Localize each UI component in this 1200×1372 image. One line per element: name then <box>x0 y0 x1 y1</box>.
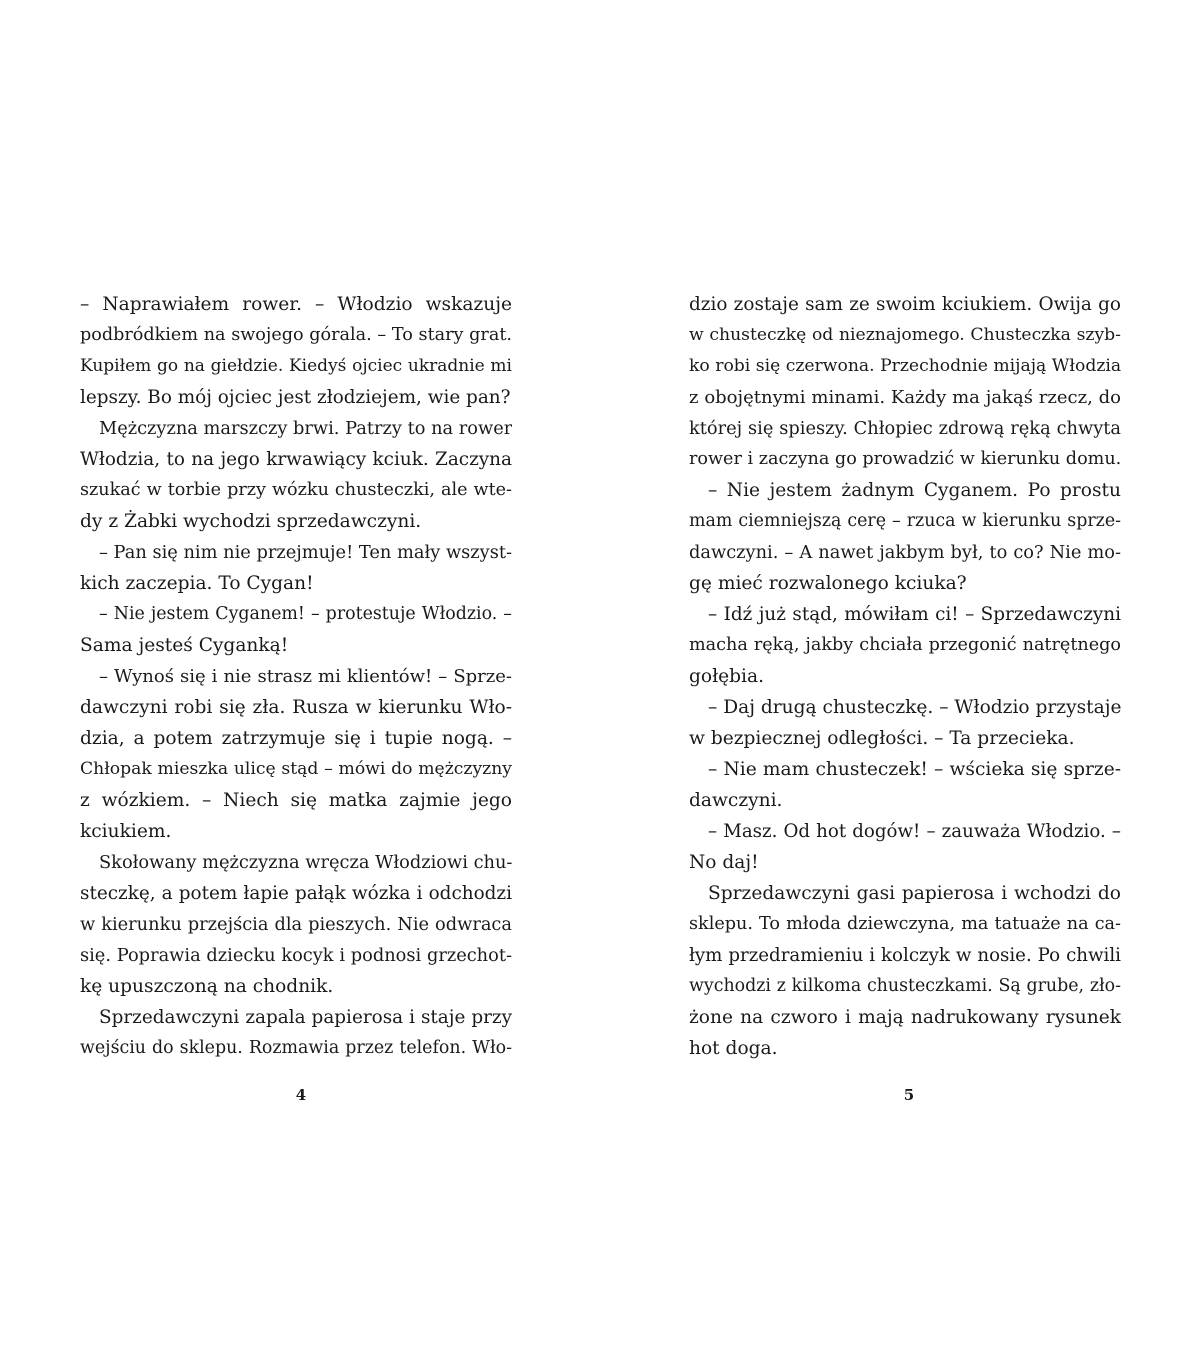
text-line: hot doga. <box>689 1038 778 1059</box>
text-line: się. Poprawia dziecku kocyk i podnosi grzechot- <box>80 945 512 966</box>
text-line: macha ręką, jakby chciała przegonić natrętnego <box>689 635 1121 655</box>
text-line: w kierunku przejścia dla pieszych. Nie odwraca <box>80 914 512 935</box>
right-page-text <box>689 289 1121 1064</box>
text-line: podbródkiem na swojego górala. – To stary grat. <box>80 325 512 345</box>
text-line: wejściu do sklepu. Rozmawia przez telefon. Wło- <box>80 1038 512 1058</box>
text-line: z wózkiem. – Niech się matka zajmie jego <box>80 790 512 811</box>
text-line: Sprzedawczyni gasi papierosa i wchodzi do <box>708 883 1121 904</box>
text-line: Skołowany mężczyzna wręcza Włodziowi chu- <box>99 852 512 873</box>
left-page-number: 4 <box>295 1086 307 1104</box>
text-line: rower i zaczyna go prowadzić w kierunku domu. <box>689 449 1121 469</box>
text-line: mam ciemniejszą cerę – rzuca w kierunku sprze- <box>689 511 1121 531</box>
text-line: żone na czworo i mają nadrukowany rysunek <box>689 1007 1121 1028</box>
text-line: łym przedramieniu i kolczyk w nosie. Po chwili <box>689 945 1121 966</box>
text-line: wychodzi z kilkoma chusteczkami. Są grube, zło- <box>689 976 1121 996</box>
text-line: w chusteczkę od nieznajomego. Chusteczka szyb- <box>689 325 1121 345</box>
text-line: kciukiem. <box>80 821 172 842</box>
text-line: w bezpiecznej odległości. – Ta przecieka. <box>689 728 1075 749</box>
text-line: dawczyni. – A nawet jakbym był, to co? Nie mo- <box>689 542 1121 563</box>
text-line: z obojętnymi minami. Każdy ma jakąś rzecz, do <box>689 387 1121 408</box>
text-line: dzia, a potem zatrzymuje się i tupie nogą. – <box>80 728 512 749</box>
text-line: dawczyni robi się zła. Rusza w kierunku Wło- <box>80 697 512 718</box>
text-line: – Naprawiałem rower. – Włodzio wskazuje <box>80 294 512 315</box>
text-line: szukać w torbie przy wózku chusteczki, ale wte- <box>80 480 512 500</box>
text-line: – Nie jestem Cyganem! – protestuje Włodzio. – <box>99 604 512 624</box>
text-line: Sama jesteś Cyganką! <box>80 635 289 656</box>
text-line: Kupiłem go na giełdzie. Kiedyś ojciec ukradnie mi <box>80 356 512 376</box>
text-line: No daj! <box>689 852 759 873</box>
text-line: lepszy. Bo mój ojciec jest złodziejem, wie pan? <box>80 387 511 408</box>
text-line: – Nie mam chusteczek! – wścieka się sprze- <box>708 759 1121 780</box>
text-line: gę mieć rozwalonego kciuka? <box>689 573 967 594</box>
text-line: ko robi się czerwona. Przechodnie mijają Włodzia <box>689 356 1121 376</box>
text-line: dy z Żabki wychodzi sprzedawczyni. <box>80 511 422 532</box>
text-line: dzio zostaje sam ze swoim kciukiem. Owija go <box>689 294 1121 315</box>
text-line: – Wynoś się i nie strasz mi klientów! – Sprze- <box>99 666 512 687</box>
text-line: sklepu. To młoda dziewczyna, ma tatuaże na ca- <box>689 914 1121 934</box>
text-line: gołębia. <box>689 666 764 687</box>
text-line: – Daj drugą chusteczkę. – Włodzio przystaje <box>708 697 1121 718</box>
text-line: – Idź już stąd, mówiłam ci! – Sprzedawczyni <box>708 604 1121 625</box>
text-line: steczkę, a potem łapie pałąk wózka i odchodzi <box>80 883 512 904</box>
text-line: kę upuszczoną na chodnik. <box>80 976 334 997</box>
text-line: – Pan się nim nie przejmuje! Ten mały wszyst- <box>99 542 512 563</box>
text-line: kich zaczepia. To Cygan! <box>80 573 314 594</box>
text-line: Sprzedawczyni zapala papierosa i staje przy <box>99 1007 512 1028</box>
text-line: – Masz. Od hot dogów! – zauważa Włodzio. – <box>708 821 1121 842</box>
left-page-text <box>80 289 512 1064</box>
text-line: dawczyni. <box>689 790 783 811</box>
text-line: Włodzia, to na jego krwawiący kciuk. Zaczyna <box>80 449 512 470</box>
right-page-number: 5 <box>903 1086 915 1104</box>
text-line: Chłopak mieszka ulicę stąd – mówi do mężczyzny <box>80 759 512 779</box>
text-line: której się spieszy. Chłopiec zdrową ręką chwyta <box>689 418 1121 439</box>
text-line: Mężczyzna marszczy brwi. Patrzy to na rower <box>99 418 512 439</box>
text-line: – Nie jestem żadnym Cyganem. Po prostu <box>708 480 1121 501</box>
